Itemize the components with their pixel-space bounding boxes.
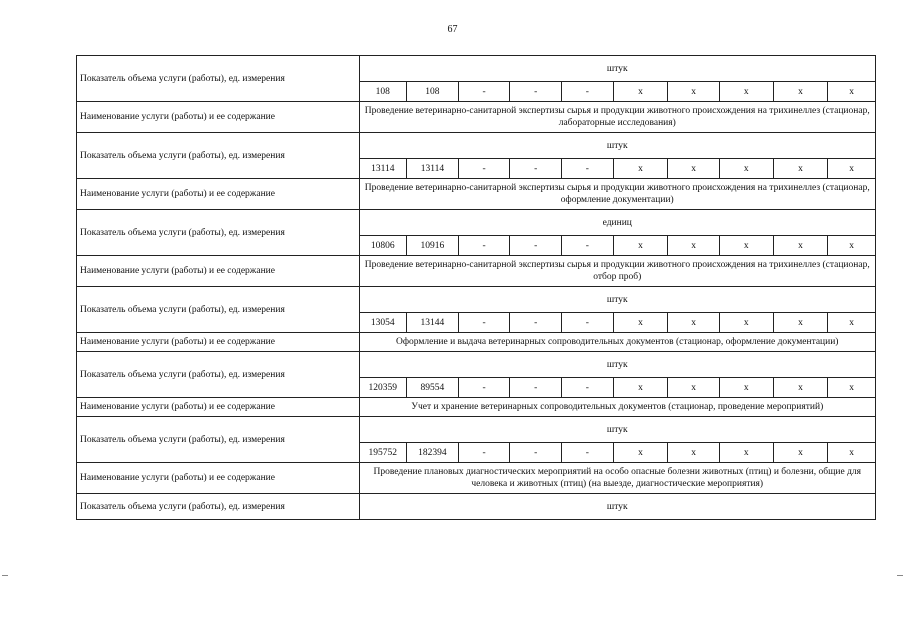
volume-value-cell: 108 (359, 82, 407, 102)
volume-value-cell: - (458, 236, 510, 256)
volume-indicator-label: Показатель объема услуги (работы), ед. измерения (77, 133, 360, 179)
volume-value-cell: х (613, 378, 668, 398)
service-name-row (77, 463, 876, 494)
volume-indicator-label: Показатель объема услуги (работы), ед. измерения (77, 56, 360, 102)
service-name-text: Проведение ветеринарно-санитарной экспертизы сырья и продукции животного происхождения на трихинеллез (стационар, оформление документации) (359, 179, 876, 210)
volume-value-cell: х (613, 313, 668, 333)
volume-value-cell: - (562, 236, 614, 256)
page-number: 67 (447, 24, 458, 35)
volume-value-cell: 10916 (407, 236, 459, 256)
service-name-label: Наименование услуги (работы) и ее содержание (77, 256, 360, 287)
volume-value-cell: х (773, 378, 828, 398)
service-name-row (77, 179, 876, 210)
volume-value-cell: 10806 (359, 236, 407, 256)
volume-value-cell: - (458, 313, 510, 333)
volume-value-cell: х (828, 313, 876, 333)
volume-value-cell: - (458, 443, 510, 463)
volume-indicator-label: Показатель объема услуги (работы), ед. измерения (77, 210, 360, 256)
volume-value-cell: - (562, 82, 614, 102)
edge-mark-right (897, 575, 903, 576)
volume-value-cell: - (562, 378, 614, 398)
unit-of-measure: штук (359, 287, 876, 313)
volume-value-cell: - (562, 443, 614, 463)
service-name-row (77, 102, 876, 133)
volume-value-cell: 108 (407, 82, 459, 102)
volume-value-cell: - (510, 159, 562, 179)
volume-value-cell: х (828, 378, 876, 398)
volume-value-cell: х (668, 159, 720, 179)
volume-value-cell: х (719, 159, 773, 179)
edge-mark-left (2, 575, 8, 576)
volume-value-cell: х (719, 378, 773, 398)
volume-value-cell: 13054 (359, 313, 407, 333)
service-name-text: Учет и хранение ветеринарных сопроводительных документов (стационар, проведение мероприятий) (359, 398, 876, 417)
volume-indicator-label: Показатель объема услуги (работы), ед. измерения (77, 417, 360, 463)
volume-value-cell: х (719, 443, 773, 463)
volume-value-cell: х (719, 82, 773, 102)
volume-value-cell: - (562, 313, 614, 333)
table-body (77, 56, 876, 520)
volume-value-cell: 13114 (407, 159, 459, 179)
volume-indicator-row (77, 494, 876, 520)
volume-value-cell: х (613, 159, 668, 179)
unit-of-measure: штук (359, 494, 876, 520)
volume-value-cell: 120359 (359, 378, 407, 398)
volume-value-cell: х (773, 313, 828, 333)
unit-of-measure: штук (359, 56, 876, 82)
volume-indicator-row (77, 352, 876, 378)
volume-value-cell: х (668, 236, 720, 256)
volume-value-cell: х (668, 443, 720, 463)
volume-value-cell: - (510, 236, 562, 256)
volume-value-cell: - (510, 378, 562, 398)
volume-value-cell: х (719, 236, 773, 256)
service-name-row (77, 333, 876, 352)
volume-value-cell: х (668, 82, 720, 102)
service-name-text: Проведение ветеринарно-санитарной экспертизы сырья и продукции животного происхождения на трихинеллез (стационар, лабораторные исследования) (359, 102, 876, 133)
service-name-label: Наименование услуги (работы) и ее содержание (77, 463, 360, 494)
service-name-text: Оформление и выдача ветеринарных сопроводительных документов (стационар, оформление документации) (359, 333, 876, 352)
volume-value-cell: 89554 (407, 378, 459, 398)
volume-indicator-row (77, 287, 876, 313)
volume-value-cell: х (828, 236, 876, 256)
volume-value-cell: х (613, 82, 668, 102)
volume-indicator-label: Показатель объема услуги (работы), ед. измерения (77, 494, 360, 520)
service-name-text: Проведение плановых диагностических мероприятий на особо опасные болезни животных (птиц) и болезни, общие для человека и животных (птиц) (на выезде, диагностические мероприятия) (359, 463, 876, 494)
unit-of-measure: штук (359, 133, 876, 159)
volume-value-cell: х (719, 313, 773, 333)
volume-value-cell: - (458, 159, 510, 179)
volume-value-cell: х (773, 159, 828, 179)
volume-value-cell: х (613, 443, 668, 463)
volume-value-cell: 195752 (359, 443, 407, 463)
volume-value-cell: х (773, 443, 828, 463)
volume-value-cell: х (828, 82, 876, 102)
service-name-text: Проведение ветеринарно-санитарной экспертизы сырья и продукции животного происхождения на трихинеллез (стационар, отбор проб) (359, 256, 876, 287)
volume-indicator-row (77, 210, 876, 236)
volume-value-cell: х (828, 159, 876, 179)
volume-indicator-row (77, 133, 876, 159)
volume-value-cell: 13144 (407, 313, 459, 333)
volume-value-cell: 13114 (359, 159, 407, 179)
service-name-row (77, 256, 876, 287)
volume-value-cell: - (510, 313, 562, 333)
unit-of-measure: единиц (359, 210, 876, 236)
volume-value-cell: х (668, 378, 720, 398)
volume-value-cell: х (613, 236, 668, 256)
volume-indicator-label: Показатель объема услуги (работы), ед. измерения (77, 287, 360, 333)
service-name-label: Наименование услуги (работы) и ее содержание (77, 179, 360, 210)
volume-value-cell: - (458, 82, 510, 102)
services-table (76, 55, 876, 520)
volume-value-cell: х (773, 82, 828, 102)
unit-of-measure: штук (359, 417, 876, 443)
volume-value-cell: - (458, 378, 510, 398)
volume-indicator-label: Показатель объема услуги (работы), ед. измерения (77, 352, 360, 398)
volume-indicator-row (77, 56, 876, 82)
volume-value-cell: - (510, 443, 562, 463)
volume-value-cell: - (562, 159, 614, 179)
volume-value-cell: - (510, 82, 562, 102)
unit-of-measure: штук (359, 352, 876, 378)
service-name-row (77, 398, 876, 417)
volume-value-cell: х (773, 236, 828, 256)
volume-value-cell: х (828, 443, 876, 463)
service-name-label: Наименование услуги (работы) и ее содержание (77, 102, 360, 133)
volume-value-cell: х (668, 313, 720, 333)
volume-value-cell: 182394 (407, 443, 459, 463)
service-name-label: Наименование услуги (работы) и ее содержание (77, 398, 360, 417)
volume-indicator-row (77, 417, 876, 443)
service-name-label: Наименование услуги (работы) и ее содержание (77, 333, 360, 352)
